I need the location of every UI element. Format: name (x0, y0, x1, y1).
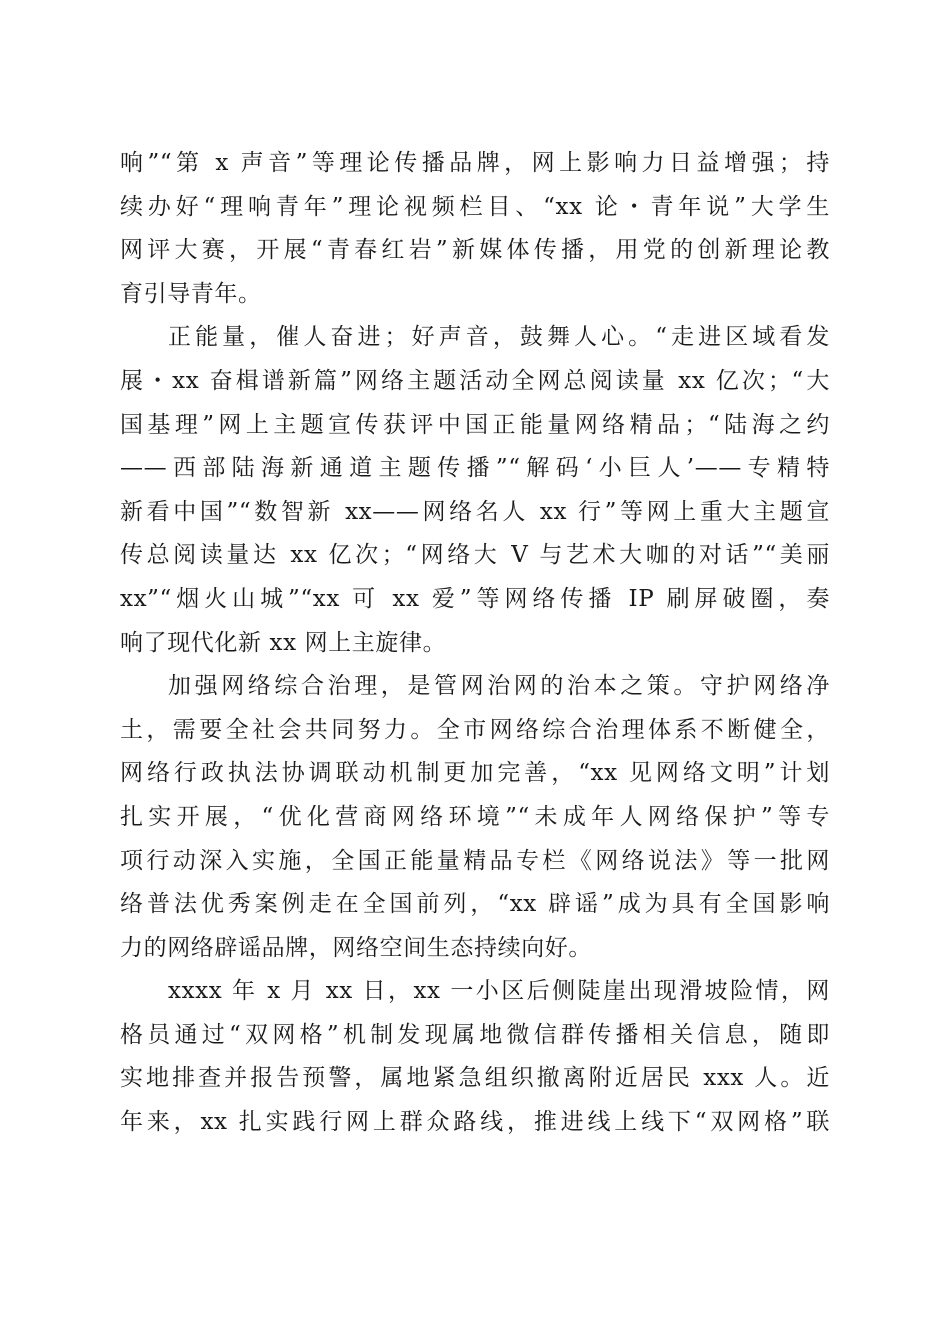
paragraph-3 (120, 665, 830, 970)
text-line: xx”“烟火山城”“xx 可 xx 爱”等网络传播 IP 刷屏破圈，奏 (120, 585, 830, 612)
text-line: ——西部陆海新通道主题传播”“解码‘小巨人’——专精特 (120, 455, 830, 482)
text-line: 实地排查并报告预警，属地紧急组织撤离附近居民 xxx 人。近 (120, 1065, 830, 1092)
text-line: 格员通过“双网格”机制发现属地微信群传播相关信息，随即 (120, 1021, 830, 1048)
text-line: 新看中国”“数智新 xx——网络名人 xx 行”等网上重大主题宣 (120, 498, 830, 525)
text-line: 展・xx 奋楫谱新篇”网络主题活动全网总阅读量 xx 亿次；“大 (120, 367, 830, 394)
paragraph-2 (120, 316, 830, 665)
paragraph-1 (120, 142, 830, 316)
text-line: 续办好“理响青年”理论视频栏目、“xx 论・青年说”大学生 (120, 193, 830, 220)
text-line: 络普法优秀案例走在全国前列，“xx 辟谣”成为具有全国影响 (120, 891, 830, 918)
paragraph-4 (120, 970, 830, 1144)
text-line: 土，需要全社会共同努力。全市网络综合治理体系不断健全， (120, 716, 830, 743)
text-line: 扎实开展，“优化营商网络环境”“未成年人网络保护”等专 (120, 803, 830, 830)
text-line: 响了现代化新 xx 网上主旋律。 (120, 629, 447, 656)
text-line: 传总阅读量达 xx 亿次；“网络大 V 与艺术大咖的对话”“美丽 (120, 542, 830, 569)
text-line: 正能量，催人奋进；好声音，鼓舞人心。“走进区域看发 (168, 324, 830, 351)
text-line: 网络行政执法协调联动机制更加完善，“xx 见网络文明”计划 (120, 760, 830, 787)
text-line: 响”“第 x 声音”等理论传播品牌，网上影响力日益增强；持 (120, 150, 830, 176)
text-line: 力的网络辟谣品牌，网络空间生态持续向好。 (120, 934, 592, 961)
document-body (120, 142, 830, 1145)
text-line: 育引导青年。 (120, 280, 262, 307)
text-line: 国基理”网上主题宣传获评中国正能量网络精品；“陆海之约 (120, 411, 830, 438)
text-line: 网评大赛，开展“青春红岩”新媒体传播，用党的创新理论教 (120, 237, 830, 264)
text-line: 年来，xx 扎实践行网上群众路线，推进线上线下“双网格”联 (120, 1109, 830, 1136)
text-line: 项行动深入实施，全国正能量精品专栏《网络说法》等一批网 (120, 847, 830, 874)
text-line: 加强网络综合治理，是管网治网的治本之策。守护网络净 (168, 673, 830, 700)
text-line: xxxx 年 x 月 xx 日，xx 一小区后侧陡崖出现滑坡险情，网 (168, 978, 830, 1005)
